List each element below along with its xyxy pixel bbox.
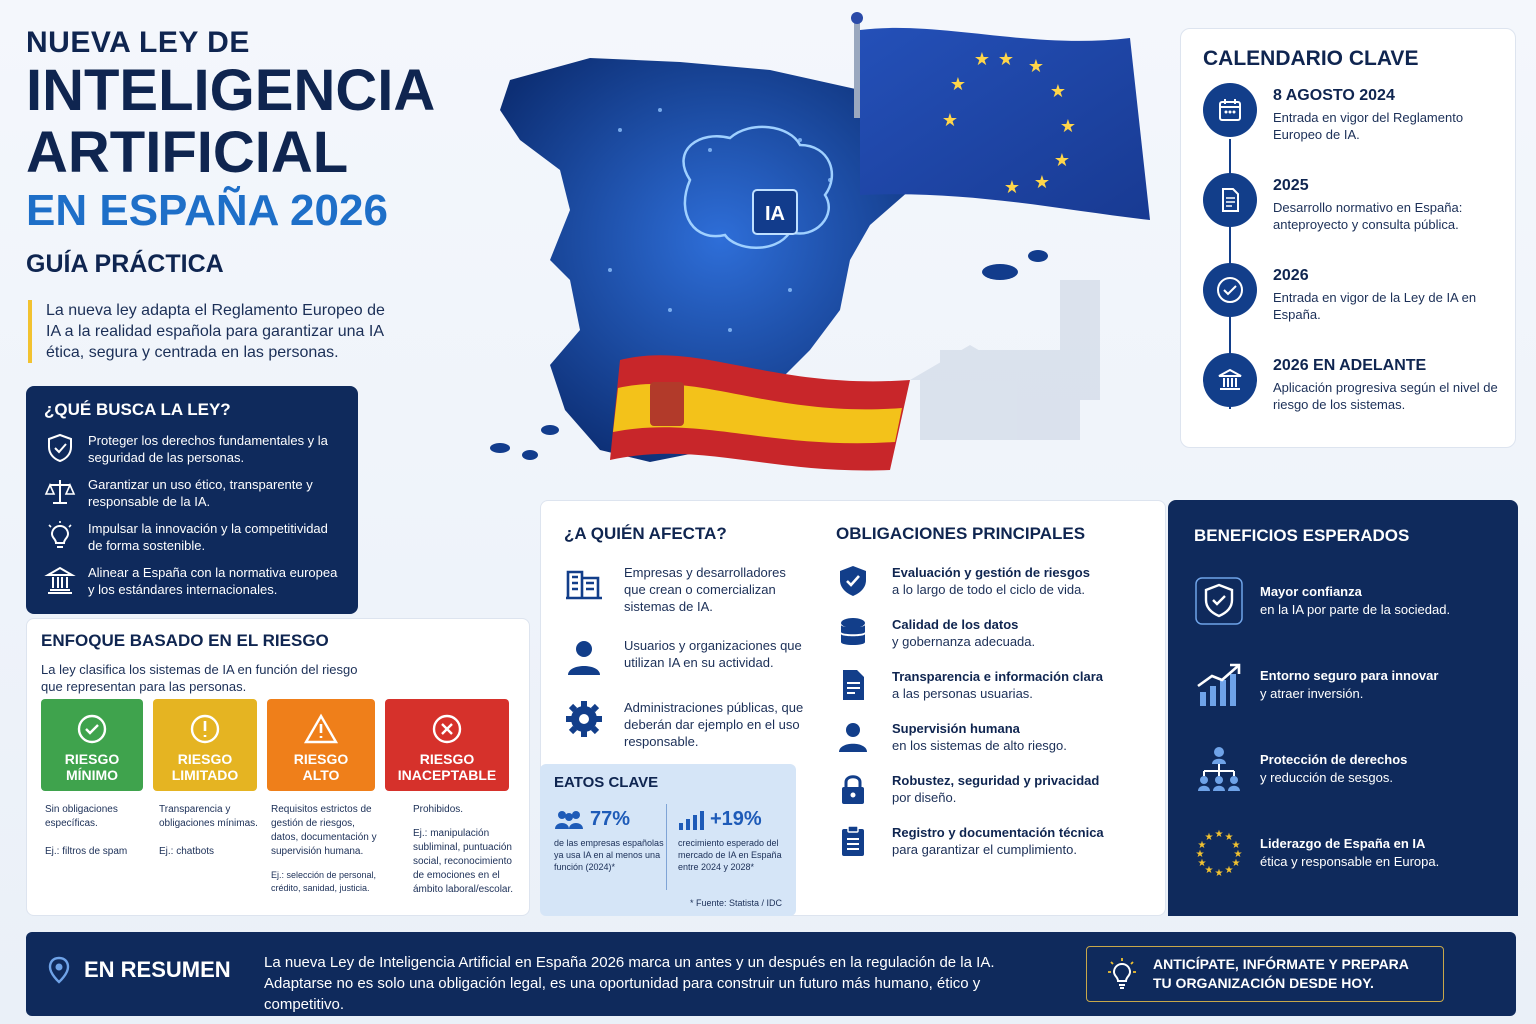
risk-card-limitado — [153, 699, 257, 791]
document-icon — [1216, 186, 1244, 214]
document-icon — [836, 668, 870, 702]
risk-example-text: Ej.: filtros de spam — [45, 846, 128, 857]
beneficio-item — [1194, 660, 1492, 710]
risk-note-text: Transparencia y obligaciones mínimas. — [159, 804, 258, 829]
obligacion-title: Evaluación y gestión de riesgos — [892, 565, 1090, 580]
datos-heading: EATOS CLAVE — [554, 774, 659, 791]
spain-map-illustration — [470, 10, 1170, 490]
svg-text:★: ★ — [1003, 177, 1021, 197]
afecta-item — [564, 699, 804, 750]
scales-icon — [44, 476, 76, 508]
svg-text:★: ★ — [1224, 865, 1234, 876]
timeline-circle — [1203, 173, 1257, 227]
timeline-text: Entrada en vigor de la Ley de IA en España. — [1273, 290, 1477, 322]
risk-level: INACEPTABLE — [397, 767, 497, 783]
obligacion-title: Calidad de los datos — [892, 617, 1019, 632]
obligacion-text: por diseño. — [892, 790, 957, 805]
cta-line-1: ANTICÍPATE, INFÓRMATE Y PREPARA — [1153, 956, 1409, 972]
timeline-date: 2026 EN ADELANTE — [1273, 357, 1427, 374]
timeline-text: Desarrollo normativo en España: anteproyecto y consulta pública. — [1273, 200, 1463, 232]
que-busca-text: Alinear a España con la normativa europea y los estándares internacionales. — [88, 565, 338, 597]
beneficio-title: Entorno seguro para innovar — [1260, 668, 1439, 683]
stat-divider — [666, 804, 667, 890]
que-busca-item — [44, 476, 340, 510]
calendario-heading: CALENDARIO CLAVE — [1203, 47, 1419, 70]
risk-note-alto — [271, 803, 379, 895]
people-network-icon — [1194, 744, 1244, 794]
risk-note-limitado — [159, 803, 263, 859]
svg-text:★: ★ — [1059, 116, 1077, 136]
svg-text:★: ★ — [1233, 849, 1243, 860]
svg-text:★: ★ — [1197, 840, 1207, 851]
que-busca-text: Garantizar un uso ético, transparente y responsable de la IA. — [88, 477, 313, 509]
beneficio-title: Liderazgo de España en IA — [1260, 836, 1426, 851]
afecta-section — [564, 524, 804, 772]
lock-icon — [836, 772, 870, 806]
obligacion-item — [836, 720, 1156, 754]
datos-clave-panel — [540, 764, 796, 916]
calendar-icon — [1216, 96, 1244, 124]
obligacion-text: en los sistemas de alto riesgo. — [892, 738, 1067, 753]
timeline-text: Aplicación progresiva según el nivel de riesgo de los sistemas. — [1273, 380, 1498, 412]
title-line-4: EN ESPAÑA 2026 — [26, 186, 388, 235]
title-block — [26, 26, 436, 279]
svg-text:★: ★ — [1231, 840, 1241, 851]
afecta-item — [564, 637, 804, 677]
obligacion-item — [836, 616, 1156, 650]
svg-text:★: ★ — [1204, 865, 1214, 876]
obligacion-text: para garantizar el cumplimiento. — [892, 842, 1077, 857]
beneficio-title: Protección de derechos — [1260, 752, 1408, 767]
risk-level: ALTO — [302, 767, 340, 783]
risk-label: RIESGO — [293, 751, 349, 767]
warning-triangle-icon — [304, 713, 338, 745]
que-busca-heading: ¿QUÉ BUSCA LA LEY? — [44, 400, 231, 419]
que-busca-item — [44, 564, 340, 598]
bar-chart-icon — [678, 810, 704, 830]
page-subtitle: GUÍA PRÁCTICA — [26, 250, 224, 278]
exclamation-circle-icon — [189, 713, 221, 745]
obligacion-text: a las personas usuarias. — [892, 686, 1033, 701]
spain-flag — [610, 355, 910, 470]
ia-chip-label: IA — [765, 203, 785, 225]
beneficio-text: ética y responsable en Europa. — [1260, 854, 1440, 869]
risk-note-minimo — [45, 803, 145, 859]
enfoque-description: La ley clasifica los sistemas de IA en función del riesgo que representan para las personas. — [41, 662, 358, 694]
stat-2-value: +19% — [710, 808, 762, 830]
resumen-text — [264, 952, 1054, 1015]
obligacion-item — [836, 772, 1156, 806]
beneficio-text: en la IA por parte de la sociedad. — [1260, 602, 1451, 617]
obligacion-title: Transparencia e información clara — [892, 669, 1103, 684]
que-busca-item — [44, 432, 340, 466]
obligaciones-heading: OBLIGACIONES PRINCIPALES — [836, 524, 1086, 543]
risk-note-inaceptable — [413, 803, 517, 897]
location-pin-icon — [48, 956, 70, 984]
risk-example-text: Ej.: chatbots — [159, 846, 215, 857]
timeline-text: Entrada en vigor del Reglamento Europeo de IA. — [1273, 110, 1464, 142]
beneficio-item — [1194, 744, 1492, 794]
resumen-text-line-1: La nueva Ley de Inteligencia Artificial en España 2026 marca un antes y un después en la regulación de la IA. — [264, 954, 995, 971]
resumen-call-to-action — [1086, 946, 1444, 1002]
user-icon — [836, 720, 870, 754]
que-busca-item — [44, 520, 340, 554]
title-line-3: ARTIFICIAL — [26, 120, 349, 185]
title-line-2: INTELIGENCIA — [26, 58, 436, 123]
risk-example-text: Ej.: manipulación subliminal, puntuación social, reconocimiento de emociones en el ámbito laboral/escolar. — [413, 828, 514, 895]
shield-check-icon — [1194, 576, 1244, 626]
calendario-panel — [1180, 28, 1516, 448]
svg-text:★: ★ — [1224, 832, 1234, 843]
svg-text:★: ★ — [1204, 832, 1214, 843]
institution-icon — [44, 564, 76, 596]
obligacion-item — [836, 824, 1156, 858]
x-circle-icon — [431, 713, 463, 745]
risk-label: RIESGO — [64, 751, 120, 767]
resumen-text-line-2: Adaptarse no es solo una obligación legal, es una oportunidad para construir un futuro más humano, ético y competitivo. — [264, 975, 981, 1013]
risk-example-text: Ej.: selección de personal, crédito, sanidad, justicia. — [271, 870, 377, 893]
svg-text:★: ★ — [1195, 849, 1205, 860]
beneficios-heading: BENEFICIOS ESPERADOS — [1194, 526, 1410, 545]
shield-check-icon — [44, 432, 76, 464]
beneficio-title: Mayor confianza — [1260, 584, 1362, 599]
obligaciones-section — [836, 524, 1156, 876]
afecta-text: Administraciones públicas, que deberán dar ejemplo en el uso responsable. — [624, 700, 804, 749]
clipboard-icon — [836, 824, 870, 858]
obligacion-item — [836, 564, 1156, 598]
beneficios-panel — [1168, 500, 1518, 916]
svg-text:★: ★ — [997, 49, 1015, 69]
check-circle-icon — [76, 713, 108, 745]
building-icon — [564, 564, 604, 600]
obligacion-text: y gobernanza adecuada. — [892, 634, 1036, 649]
risk-card-alto — [267, 699, 375, 791]
timeline-date: 2025 — [1273, 177, 1309, 194]
title-line-1: NUEVA LEY DE — [26, 26, 250, 59]
obligacion-title: Registro y documentación técnica — [892, 825, 1104, 840]
afecta-item — [564, 564, 804, 615]
afecta-heading: ¿A QUIÉN AFECTA? — [564, 524, 727, 543]
timeline-date: 8 AGOSTO 2024 — [1273, 87, 1395, 104]
stat-1-value: 77% — [590, 808, 631, 830]
risk-note-text: Prohibidos. — [413, 804, 464, 815]
intro-text: La nueva ley adapta el Reglamento Europeo de IA a la realidad española para garantizar una IA ética, segura y centrada en las personas. — [28, 300, 398, 363]
afecta-text: Usuarios y organizaciones que utilizan IA en su actividad. — [624, 638, 802, 670]
timeline-circle — [1203, 83, 1257, 137]
people-icon — [554, 810, 584, 830]
shield-check-icon — [836, 564, 870, 598]
timeline-circle — [1203, 263, 1257, 317]
svg-text:★: ★ — [1197, 858, 1207, 869]
enfoque-panel — [26, 618, 530, 916]
eu-flag — [851, 12, 1150, 220]
database-icon — [836, 616, 870, 650]
cta-line-2: TU ORGANIZACIÓN DESDE HOY. — [1153, 975, 1374, 991]
beneficio-text: y atraer inversión. — [1260, 686, 1364, 701]
obligacion-text: a lo largo de todo el ciclo de vida. — [892, 582, 1085, 597]
svg-text:★: ★ — [949, 74, 967, 94]
resumen-label-text: EN RESUMEN — [84, 957, 231, 982]
lightbulb-icon — [1107, 957, 1137, 991]
svg-text:★: ★ — [1027, 56, 1045, 76]
svg-text:★: ★ — [941, 110, 959, 130]
svg-text:★: ★ — [1214, 868, 1224, 878]
timeline-circle — [1203, 353, 1257, 407]
svg-text:★: ★ — [1231, 858, 1241, 869]
que-busca-panel — [26, 386, 358, 614]
resumen-label — [48, 956, 231, 984]
gear-icon — [564, 699, 604, 739]
que-busca-text: Impulsar la innovación y la competitividad de forma sostenible. — [88, 521, 328, 553]
eu-stars-icon — [1194, 828, 1244, 878]
obligacion-item — [836, 668, 1156, 702]
institution-icon — [1216, 366, 1244, 394]
svg-text:★: ★ — [973, 49, 991, 69]
stat-2-text: crecimiento esperado del mercado de IA en España entre 2024 y 2028* — [678, 838, 782, 872]
risk-note-text: Sin obligaciones específicas. — [45, 804, 118, 829]
obligacion-title: Robustez, seguridad y privacidad — [892, 773, 1100, 788]
afecta-text: Empresas y desarrolladores que crean o comercializan sistemas de IA. — [624, 565, 786, 614]
svg-text:★: ★ — [1214, 829, 1224, 840]
growth-chart-icon — [1194, 660, 1244, 710]
que-busca-text: Proteger los derechos fundamentales y la seguridad de las personas. — [88, 433, 328, 465]
timeline-date: 2026 — [1273, 267, 1309, 284]
resumen-banner — [26, 932, 1516, 1016]
building-silhouette — [910, 280, 1100, 440]
risk-level: LIMITADO — [171, 767, 239, 783]
datos-source: * Fuente: Statista / IDC — [689, 898, 782, 908]
svg-text:★: ★ — [1049, 81, 1067, 101]
risk-note-text: Requisitos estrictos de gestión de riesgos, datos, documentación y supervisión humana. — [271, 804, 377, 857]
svg-text:★: ★ — [1033, 172, 1051, 192]
stat-2 — [678, 808, 793, 873]
enfoque-heading: ENFOQUE BASADO EN EL RIESGO — [41, 631, 329, 650]
beneficio-text: y reducción de sesgos. — [1260, 770, 1393, 785]
svg-text:★: ★ — [1053, 150, 1071, 170]
stat-1-text: de las empresas españolas ya usa IA en al menos una función (2024)* — [554, 838, 664, 872]
stat-1 — [554, 808, 669, 873]
obligacion-title: Supervisión humana — [892, 721, 1020, 736]
lightbulb-icon — [44, 520, 76, 552]
check-circle-icon — [1215, 275, 1245, 305]
risk-card-inaceptable — [385, 699, 509, 791]
risk-level: MÍNIMO — [65, 767, 119, 783]
beneficio-item — [1194, 576, 1492, 626]
user-icon — [564, 637, 604, 677]
risk-label: RIESGO — [177, 751, 233, 767]
risk-label: RIESGO — [419, 751, 475, 767]
risk-card-minimo — [41, 699, 143, 791]
beneficio-item — [1194, 828, 1492, 878]
